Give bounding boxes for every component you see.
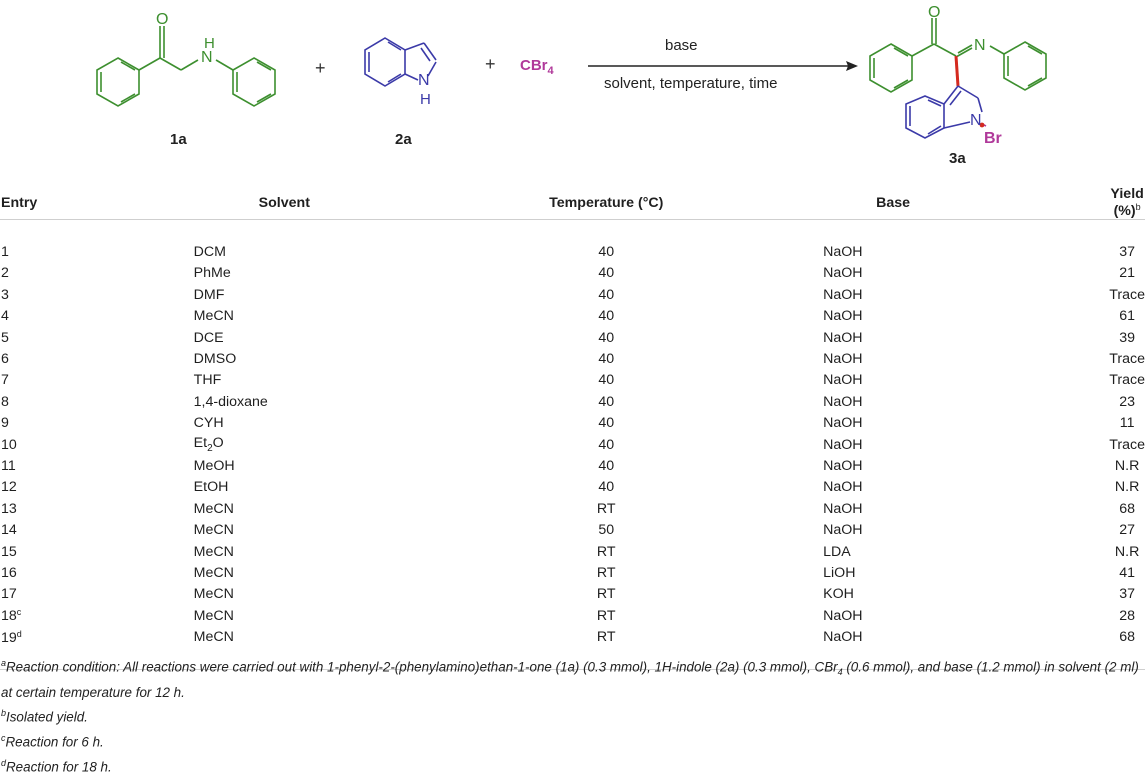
cell-solvent	[107, 391, 467, 412]
cell-base	[746, 498, 1079, 519]
atom-n-2a: N	[418, 72, 430, 89]
footnote-d-text: Reaction for 18 h.	[6, 759, 112, 775]
condition-below-arrow: solvent, temperature, time	[604, 75, 778, 92]
cell-temperature	[466, 434, 746, 455]
reagent-text: CBr	[520, 57, 548, 74]
cell-temperature	[466, 327, 746, 348]
cell-temperature-text: 40	[598, 308, 615, 325]
cell-entry	[0, 370, 107, 391]
footnote-a-mark: a	[1, 658, 7, 668]
cell-temperature	[466, 241, 746, 262]
cell-temperature	[466, 626, 746, 647]
cell-yield-text: 39	[1119, 329, 1136, 346]
table-header-row	[0, 186, 1145, 220]
cell-solvent-text: Et	[193, 435, 208, 452]
cell-entry-text: 3	[1, 286, 9, 303]
cell-entry-text: 5	[1, 329, 9, 346]
cell-temperature	[466, 391, 746, 412]
cell-yield-text: Trace	[1109, 286, 1145, 303]
cell-entry-text: 2	[1, 265, 9, 282]
cell-yield	[1079, 434, 1145, 455]
cell-base	[746, 477, 1079, 498]
cell-solvent-text: MeCN	[193, 308, 234, 325]
cell-entry-text: 1	[1, 244, 9, 261]
cell-base-text: NaOH	[823, 351, 863, 368]
table-row	[0, 327, 1145, 348]
cell-base	[746, 306, 1079, 327]
cell-entry	[0, 434, 107, 455]
cell-base-text: NaOH	[823, 522, 863, 539]
cell-temperature-text: 40	[598, 329, 615, 346]
cell-entry	[0, 541, 107, 562]
cell-entry	[0, 391, 107, 412]
cell-base	[746, 434, 1079, 455]
cell-solvent	[107, 263, 467, 284]
cell-entry-text: 8	[1, 393, 9, 410]
cell-base	[746, 263, 1079, 284]
atom-n-1a: N	[201, 49, 213, 66]
cell-entry	[0, 241, 107, 262]
cell-solvent	[107, 477, 467, 498]
table-row	[0, 605, 1145, 626]
footnote-a-text-2: (0.6 mmol), and base (1.2 mmol) in solvent (2 ml) at certain temperature for 12 h.	[1, 659, 1139, 700]
cell-temperature	[466, 498, 746, 519]
cell-entry-footnote: c	[16, 607, 22, 618]
cell-entry-text: 6	[1, 351, 9, 368]
table-row	[0, 391, 1145, 412]
cell-base-text: NaOH	[823, 500, 863, 517]
compound-1a-structure	[97, 26, 275, 106]
cell-solvent-text: PhMe	[193, 265, 231, 282]
cell-yield	[1079, 263, 1145, 284]
cell-temperature	[466, 562, 746, 583]
table-row	[0, 306, 1145, 327]
cell-entry	[0, 306, 107, 327]
cell-solvent	[107, 284, 467, 305]
atom-h-2a: H	[420, 91, 431, 108]
cell-solvent	[107, 434, 467, 455]
atom-br-3a: Br	[984, 130, 1002, 147]
table-row	[0, 370, 1145, 391]
cell-solvent	[107, 605, 467, 626]
cell-base-text: NaOH	[823, 415, 863, 432]
header-yield-text: Yield (%)	[1110, 186, 1144, 219]
cell-solvent	[107, 327, 467, 348]
cell-yield	[1079, 306, 1145, 327]
cell-base-text: NaOH	[823, 286, 863, 303]
cell-yield-text: Trace	[1109, 351, 1145, 368]
cell-base	[746, 562, 1079, 583]
cell-entry	[0, 284, 107, 305]
cell-entry	[0, 605, 107, 626]
cell-entry-text: 11	[1, 457, 16, 474]
table-row	[0, 541, 1145, 562]
footnote-a-subscript: 4	[837, 667, 843, 678]
cell-solvent-text: 1,4-dioxane	[193, 393, 268, 410]
cell-entry	[0, 626, 107, 647]
cell-temperature-text: 40	[598, 415, 615, 432]
cell-yield	[1079, 605, 1145, 626]
table-row	[0, 263, 1145, 284]
atom-h-1a: H	[204, 35, 215, 52]
cell-base	[746, 241, 1079, 262]
reaction-scheme-drawing	[0, 0, 1145, 180]
cell-yield	[1079, 477, 1145, 498]
cell-base	[746, 626, 1079, 647]
cell-yield-text: N.R	[1114, 543, 1140, 560]
cell-base	[746, 541, 1079, 562]
cell-temperature-text: RT	[596, 586, 616, 603]
cell-temperature-text: 40	[598, 393, 615, 410]
cell-entry-text: 9	[1, 415, 9, 432]
cell-yield	[1079, 348, 1145, 369]
cell-entry-text: 16	[1, 564, 17, 581]
cell-temperature-text: 40	[598, 479, 615, 496]
cell-base	[746, 327, 1079, 348]
cell-base-text: NaOH	[823, 308, 863, 325]
table-row	[0, 241, 1145, 262]
cell-entry-text: 13	[1, 500, 17, 517]
table-row	[0, 498, 1145, 519]
cell-entry	[0, 519, 107, 540]
cell-base	[746, 370, 1079, 391]
cell-solvent	[107, 413, 467, 434]
product-3a-structure	[870, 18, 1046, 138]
header-yield	[1079, 186, 1145, 220]
compound-1a-label: 1a	[170, 131, 187, 148]
cell-temperature	[466, 605, 746, 626]
cell-yield-text: N.R	[1114, 479, 1140, 496]
cell-solvent	[107, 562, 467, 583]
footnote-a	[1, 653, 1141, 703]
cell-base-text: NaOH	[823, 393, 863, 410]
cell-solvent	[107, 348, 467, 369]
cell-temperature-text: RT	[596, 564, 616, 581]
atom-o-1a: O	[156, 11, 169, 28]
header-yield-footnote: b	[1135, 202, 1141, 212]
cell-entry-text: 14	[1, 522, 17, 539]
footnote-c	[1, 728, 1141, 753]
compound-2a-label: 2a	[395, 131, 412, 148]
cell-temperature-text: 40	[598, 244, 615, 261]
cell-temperature-text: RT	[596, 607, 616, 624]
cell-solvent-text: MeCN	[193, 500, 234, 517]
cell-solvent-text: MeOH	[193, 457, 235, 474]
cell-temperature	[466, 477, 746, 498]
cell-base	[746, 605, 1079, 626]
cell-solvent	[107, 519, 467, 540]
cell-base	[746, 391, 1079, 412]
cell-yield	[1079, 370, 1145, 391]
cell-entry	[0, 413, 107, 434]
cell-yield	[1079, 241, 1145, 262]
cell-temperature-text: 50	[598, 522, 615, 539]
cell-base	[746, 413, 1079, 434]
cell-temperature-text: 40	[598, 351, 615, 368]
footnote-b-mark: b	[1, 708, 7, 719]
cell-solvent	[107, 584, 467, 605]
cell-yield-text: 27	[1119, 522, 1136, 539]
footnote-b-text: Isolated yield.	[6, 709, 88, 725]
cell-base-text: NaOH	[823, 265, 863, 282]
cell-base-text: NaOH	[823, 244, 863, 261]
cell-base	[746, 519, 1079, 540]
footnote-d-mark: d	[1, 758, 7, 769]
cell-temperature	[466, 370, 746, 391]
cell-solvent-subscript: 2	[207, 443, 213, 455]
cell-yield	[1079, 584, 1145, 605]
product-3a-label: 3a	[949, 150, 966, 167]
cell-base-text: NaOH	[823, 607, 863, 624]
cell-solvent-text: DMF	[193, 286, 225, 303]
cell-entry-text: 17	[1, 586, 17, 603]
cell-entry	[0, 562, 107, 583]
cell-solvent-text: THF	[193, 372, 222, 389]
cell-entry	[0, 327, 107, 348]
footnote-b	[1, 703, 1141, 728]
cell-yield-text: 28	[1119, 607, 1136, 624]
cell-yield	[1079, 391, 1145, 412]
cell-temperature-text: 40	[598, 436, 615, 453]
cell-base-text: NaOH	[823, 457, 863, 474]
cell-entry-text: 18	[1, 608, 17, 625]
cell-temperature-text: 40	[598, 457, 615, 474]
cell-temperature-text: 40	[598, 286, 615, 303]
table-row	[0, 413, 1145, 434]
cell-solvent-text: MeCN	[193, 607, 234, 624]
cell-solvent	[107, 455, 467, 476]
cell-temperature-text: RT	[596, 500, 616, 517]
header-base: Base	[746, 186, 1079, 220]
cell-temperature-text: 40	[598, 265, 615, 282]
cell-solvent-text: MeCN	[193, 629, 234, 646]
cell-yield-text: Trace	[1109, 372, 1145, 389]
cell-entry-text: 4	[1, 308, 9, 325]
cell-yield-text: 68	[1119, 500, 1136, 517]
header-temperature: Temperature (°C)	[466, 186, 746, 220]
cell-temperature-text: 40	[598, 372, 615, 389]
footnote-a-text-1: Reaction condition: All reactions were carried out with 1-phenyl-2-(phenylamino)ethan-1-one (1a) (0.3 mmol), 1H-indole (2a) (0.3 mmol), CBr	[6, 659, 838, 675]
cell-entry-text: 12	[1, 479, 17, 496]
cell-yield-text: 68	[1119, 629, 1136, 646]
footnote-c-mark: c	[1, 733, 6, 744]
cell-base	[746, 284, 1079, 305]
cell-solvent	[107, 370, 467, 391]
cell-temperature	[466, 284, 746, 305]
cell-yield-text: 61	[1119, 308, 1136, 325]
cell-entry	[0, 348, 107, 369]
cell-entry	[0, 263, 107, 284]
header-solvent: Solvent	[107, 186, 467, 220]
reagent-subscript: 4	[547, 65, 554, 77]
cell-solvent-text: MeCN	[193, 543, 234, 560]
table-row	[0, 434, 1145, 455]
cell-entry-text: 10	[1, 436, 17, 453]
cell-base	[746, 455, 1079, 476]
cell-yield	[1079, 413, 1145, 434]
cell-base	[746, 348, 1079, 369]
cell-solvent-text: MeCN	[193, 586, 234, 603]
cell-temperature	[466, 306, 746, 327]
cell-solvent-text: MeCN	[193, 522, 234, 539]
footnote-d	[1, 753, 1141, 778]
cell-base	[746, 584, 1079, 605]
cell-solvent-text: DCM	[193, 244, 226, 261]
table-row	[0, 284, 1145, 305]
cell-entry	[0, 584, 107, 605]
cell-solvent	[107, 498, 467, 519]
cell-entry	[0, 455, 107, 476]
header-entry: Entry	[0, 186, 107, 220]
cell-entry-text: 15	[1, 543, 17, 560]
atom-o-3a: O	[928, 4, 941, 21]
cell-solvent-text: DCE	[193, 329, 224, 346]
atom-n-3a-indole: N	[970, 112, 982, 129]
reagent-cbr4	[520, 57, 554, 77]
condition-above-arrow: base	[665, 37, 698, 54]
cell-base-text: NaOH	[823, 372, 863, 389]
cell-temperature	[466, 584, 746, 605]
cell-temperature	[466, 455, 746, 476]
table-row	[0, 455, 1145, 476]
cell-yield	[1079, 455, 1145, 476]
table-row	[0, 519, 1145, 540]
cell-base-text: LiOH	[823, 564, 856, 581]
cell-temperature-text: RT	[596, 629, 616, 646]
cell-solvent-text: EtOH	[193, 479, 229, 496]
cell-yield-text: 41	[1119, 564, 1136, 581]
table-row	[0, 348, 1145, 369]
cell-yield-text: 23	[1119, 393, 1136, 410]
cell-solvent-tail: O	[212, 435, 224, 452]
table-row	[0, 562, 1145, 583]
cell-yield-text: 37	[1119, 586, 1136, 603]
cell-solvent-text: DMSO	[193, 351, 237, 368]
cell-base-text: NaOH	[823, 436, 863, 453]
table-footnotes	[1, 653, 1141, 778]
cell-yield-text: 21	[1119, 265, 1136, 282]
table-row	[0, 626, 1145, 647]
cell-solvent-text: MeCN	[193, 564, 234, 581]
optimization-table	[0, 186, 1145, 670]
cell-base-text: LDA	[823, 543, 851, 560]
cell-solvent	[107, 626, 467, 647]
cell-yield-text: 37	[1119, 244, 1136, 261]
atom-n-3a-imine: N	[974, 37, 986, 54]
cell-entry-text: 7	[1, 372, 9, 389]
cell-yield-text: Trace	[1109, 436, 1145, 453]
cell-yield-text: N.R	[1114, 457, 1140, 474]
cell-yield	[1079, 519, 1145, 540]
cell-yield-text: 11	[1119, 415, 1135, 432]
cell-entry	[0, 498, 107, 519]
reaction-scheme	[0, 0, 1145, 180]
cell-entry	[0, 477, 107, 498]
cell-temperature	[466, 541, 746, 562]
cell-temperature	[466, 519, 746, 540]
cell-entry-text: 19	[1, 629, 17, 646]
table-row	[0, 477, 1145, 498]
cell-solvent	[107, 241, 467, 262]
cell-solvent	[107, 306, 467, 327]
cell-base-text: NaOH	[823, 479, 863, 496]
table-top-spacer	[0, 220, 1145, 242]
cell-yield	[1079, 284, 1145, 305]
cell-temperature	[466, 348, 746, 369]
cell-yield	[1079, 541, 1145, 562]
cell-yield	[1079, 327, 1145, 348]
footnote-c-text: Reaction for 6 h.	[5, 734, 104, 750]
cell-temperature	[466, 263, 746, 284]
cell-temperature-text: RT	[596, 543, 616, 560]
table-row	[0, 584, 1145, 605]
plus-sign-2: +	[485, 54, 496, 74]
cell-base-text: NaOH	[823, 329, 863, 346]
cell-base-text: KOH	[823, 586, 854, 603]
cell-yield	[1079, 626, 1145, 647]
cell-base-text: NaOH	[823, 629, 863, 646]
plus-sign-1: +	[315, 58, 326, 78]
cell-solvent-text: CYH	[193, 415, 224, 432]
cell-yield	[1079, 562, 1145, 583]
cell-solvent	[107, 541, 467, 562]
cell-yield	[1079, 498, 1145, 519]
cell-entry-footnote: d	[16, 628, 22, 639]
cell-temperature	[466, 413, 746, 434]
